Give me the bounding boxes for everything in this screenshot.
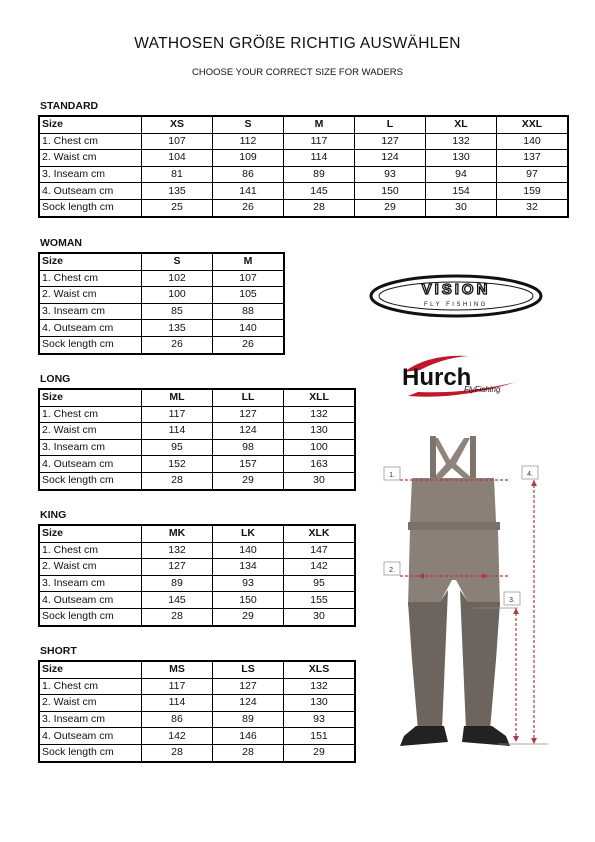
row-label-cell: 3. Inseam cm — [39, 575, 142, 592]
value-cell: 140 — [497, 133, 569, 150]
value-cell: 26 — [213, 199, 284, 216]
value-cell: 89 — [284, 166, 355, 183]
value-cell: 107 — [142, 133, 213, 150]
table-row — [39, 456, 355, 473]
table-row — [39, 592, 355, 609]
value-cell: 141 — [213, 183, 284, 200]
table-row — [39, 575, 355, 592]
value-cell: 134 — [213, 559, 284, 576]
value-cell: 130 — [284, 423, 356, 440]
header-size-cell: XS — [142, 116, 213, 133]
section-label-long: LONG — [40, 373, 71, 385]
header-size-cell: ML — [142, 389, 213, 406]
value-cell: 124 — [213, 423, 284, 440]
header-size-cell: XLS — [284, 661, 356, 678]
table-row — [39, 472, 355, 489]
value-cell: 86 — [142, 711, 213, 728]
value-cell: 114 — [284, 150, 355, 167]
value-cell: 100 — [142, 287, 213, 304]
value-cell: 102 — [142, 270, 213, 287]
header-size-cell: M — [213, 253, 285, 270]
value-cell: 154 — [426, 183, 497, 200]
value-cell: 29 — [213, 608, 284, 625]
header-label-cell: Size — [39, 116, 142, 133]
value-cell: 93 — [355, 166, 426, 183]
value-cell: 28 — [284, 199, 355, 216]
size-table-long — [38, 388, 356, 491]
value-cell: 130 — [426, 150, 497, 167]
value-cell: 28 — [213, 744, 284, 761]
value-cell: 150 — [355, 183, 426, 200]
row-label-cell: 3. Inseam cm — [39, 711, 142, 728]
value-cell: 89 — [213, 711, 284, 728]
row-label-cell: 1. Chest cm — [39, 678, 142, 695]
table-header-row — [39, 389, 355, 406]
value-cell: 145 — [142, 592, 213, 609]
wader-boot-right — [462, 726, 510, 746]
value-cell: 30 — [284, 472, 356, 489]
value-cell: 81 — [142, 166, 213, 183]
table-row — [39, 336, 284, 353]
value-cell: 89 — [142, 575, 213, 592]
table-row — [39, 270, 284, 287]
value-cell: 26 — [142, 336, 213, 353]
wader-leg-right — [460, 590, 500, 730]
value-cell: 28 — [142, 472, 213, 489]
hurch-logo — [398, 352, 528, 400]
row-label-cell: 2. Waist cm — [39, 287, 142, 304]
value-cell: 95 — [284, 575, 356, 592]
value-cell: 127 — [213, 678, 284, 695]
row-label-cell: 3. Inseam cm — [39, 166, 142, 183]
row-label-cell: 2. Waist cm — [39, 150, 142, 167]
row-label-cell: 4. Outseam cm — [39, 728, 142, 745]
header-size-cell: LK — [213, 525, 284, 542]
wader-leg-left — [408, 590, 448, 730]
table-row — [39, 287, 284, 304]
value-cell: 152 — [142, 456, 213, 473]
value-cell: 142 — [142, 728, 213, 745]
table-row — [39, 559, 355, 576]
value-cell: 147 — [284, 542, 356, 559]
value-cell: 159 — [497, 183, 569, 200]
table-header-row — [39, 661, 355, 678]
wader-hips — [408, 530, 500, 606]
size-table-short — [38, 660, 356, 763]
row-label-cell: 2. Waist cm — [39, 423, 142, 440]
size-table-woman — [38, 252, 285, 355]
value-cell: 132 — [426, 133, 497, 150]
wader-suspenders — [430, 438, 474, 484]
value-cell: 109 — [213, 150, 284, 167]
table-header-row — [39, 525, 355, 542]
table-row — [39, 320, 284, 337]
hurch-logo-tagline: FlyFishing — [464, 385, 501, 394]
row-label-cell: 3. Inseam cm — [39, 439, 142, 456]
value-cell: 28 — [142, 608, 213, 625]
header-label-cell: Size — [39, 525, 142, 542]
value-cell: 132 — [284, 678, 356, 695]
wader-belt — [408, 522, 500, 530]
header-size-cell: MK — [142, 525, 213, 542]
value-cell: 100 — [284, 439, 356, 456]
value-cell: 29 — [355, 199, 426, 216]
row-label-cell: 4. Outseam cm — [39, 456, 142, 473]
value-cell: 127 — [213, 406, 284, 423]
value-cell: 98 — [213, 439, 284, 456]
marker-2-label: 2. — [389, 567, 395, 574]
value-cell: 97 — [497, 166, 569, 183]
value-cell: 117 — [142, 406, 213, 423]
value-cell: 132 — [284, 406, 356, 423]
value-cell: 142 — [284, 559, 356, 576]
header-size-cell: M — [284, 116, 355, 133]
row-label-cell: Sock length cm — [39, 472, 142, 489]
value-cell: 117 — [142, 678, 213, 695]
row-label-cell: 1. Chest cm — [39, 406, 142, 423]
section-label-woman: WOMAN — [40, 237, 82, 249]
value-cell: 107 — [213, 270, 285, 287]
value-cell: 155 — [284, 592, 356, 609]
value-cell: 26 — [213, 336, 285, 353]
header-label-cell: Size — [39, 389, 142, 406]
vision-logo-name: VISION — [421, 281, 491, 298]
value-cell: 93 — [213, 575, 284, 592]
value-cell: 130 — [284, 695, 356, 712]
table-row — [39, 183, 568, 200]
header-size-cell: XL — [426, 116, 497, 133]
vision-logo-tagline: FLY FISHING — [424, 302, 488, 308]
hurch-logo-name: Hurch — [402, 364, 472, 391]
value-cell: 32 — [497, 199, 569, 216]
page-subtitle: CHOOSE YOUR CORRECT SIZE FOR WADERS — [192, 67, 403, 78]
value-cell: 127 — [355, 133, 426, 150]
wader-boot-left — [400, 726, 448, 746]
value-cell: 140 — [213, 542, 284, 559]
value-cell: 95 — [142, 439, 213, 456]
header-label-cell: Size — [39, 253, 142, 270]
value-cell: 86 — [213, 166, 284, 183]
row-label-cell: Sock length cm — [39, 744, 142, 761]
row-label-cell: 1. Chest cm — [39, 133, 142, 150]
waders-measurement-diagram — [378, 430, 558, 770]
table-row — [39, 150, 568, 167]
value-cell: 151 — [284, 728, 356, 745]
value-cell: 117 — [284, 133, 355, 150]
table-row — [39, 423, 355, 440]
table-row — [39, 199, 568, 216]
value-cell: 146 — [213, 728, 284, 745]
table-row — [39, 406, 355, 423]
value-cell: 29 — [284, 744, 356, 761]
table-row — [39, 166, 568, 183]
page-title: WATHOSEN GRÖßE RICHTIG AUSWÄHLEN — [134, 35, 461, 52]
header-size-cell: S — [142, 253, 213, 270]
size-table-standard — [38, 115, 569, 218]
table-row — [39, 133, 568, 150]
value-cell: 112 — [213, 133, 284, 150]
table-row — [39, 711, 355, 728]
table-row — [39, 439, 355, 456]
row-label-cell: 4. Outseam cm — [39, 183, 142, 200]
row-label-cell: 4. Outseam cm — [39, 320, 142, 337]
value-cell: 104 — [142, 150, 213, 167]
table-header-row — [39, 116, 568, 133]
value-cell: 140 — [213, 320, 285, 337]
row-label-cell: 4. Outseam cm — [39, 592, 142, 609]
header-size-cell: XLK — [284, 525, 356, 542]
value-cell: 114 — [142, 695, 213, 712]
section-label-standard: STANDARD — [40, 100, 99, 112]
table-row — [39, 608, 355, 625]
header-size-cell: MS — [142, 661, 213, 678]
header-size-cell: S — [213, 116, 284, 133]
marker-4-label: 4. — [527, 471, 533, 478]
value-cell: 30 — [426, 199, 497, 216]
wader-strap-right — [470, 436, 476, 484]
row-label-cell: 2. Waist cm — [39, 559, 142, 576]
section-label-king: KING — [40, 509, 67, 521]
value-cell: 114 — [142, 423, 213, 440]
value-cell: 163 — [284, 456, 356, 473]
row-label-cell: Sock length cm — [39, 336, 142, 353]
value-cell: 127 — [142, 559, 213, 576]
value-cell: 28 — [142, 744, 213, 761]
header-size-cell: XLL — [284, 389, 356, 406]
value-cell: 25 — [142, 199, 213, 216]
row-label-cell: Sock length cm — [39, 608, 142, 625]
value-cell: 85 — [142, 303, 213, 320]
vision-logo — [368, 272, 544, 320]
marker-3-label: 3. — [509, 597, 515, 604]
marker-1-label: 1. — [389, 472, 395, 479]
value-cell: 30 — [284, 608, 356, 625]
header-size-cell: LS — [213, 661, 284, 678]
value-cell: 29 — [213, 472, 284, 489]
header-size-cell: XXL — [497, 116, 569, 133]
size-table-king — [38, 524, 356, 627]
value-cell: 93 — [284, 711, 356, 728]
value-cell: 88 — [213, 303, 285, 320]
table-row — [39, 744, 355, 761]
row-label-cell: 3. Inseam cm — [39, 303, 142, 320]
table-header-row — [39, 253, 284, 270]
header-label-cell: Size — [39, 661, 142, 678]
wader-strap-left — [430, 436, 436, 484]
row-label-cell: 1. Chest cm — [39, 270, 142, 287]
header-size-cell: LL — [213, 389, 284, 406]
value-cell: 157 — [213, 456, 284, 473]
section-label-short: SHORT — [40, 645, 77, 657]
value-cell: 124 — [213, 695, 284, 712]
value-cell: 145 — [284, 183, 355, 200]
value-cell: 94 — [426, 166, 497, 183]
row-label-cell: 1. Chest cm — [39, 542, 142, 559]
wader-chest — [408, 478, 498, 526]
value-cell: 135 — [142, 320, 213, 337]
row-label-cell: 2. Waist cm — [39, 695, 142, 712]
table-row — [39, 728, 355, 745]
row-label-cell: Sock length cm — [39, 199, 142, 216]
header-size-cell: L — [355, 116, 426, 133]
table-row — [39, 695, 355, 712]
table-row — [39, 542, 355, 559]
value-cell: 135 — [142, 183, 213, 200]
value-cell: 150 — [213, 592, 284, 609]
table-row — [39, 678, 355, 695]
value-cell: 124 — [355, 150, 426, 167]
value-cell: 105 — [213, 287, 285, 304]
value-cell: 132 — [142, 542, 213, 559]
table-row — [39, 303, 284, 320]
value-cell: 137 — [497, 150, 569, 167]
